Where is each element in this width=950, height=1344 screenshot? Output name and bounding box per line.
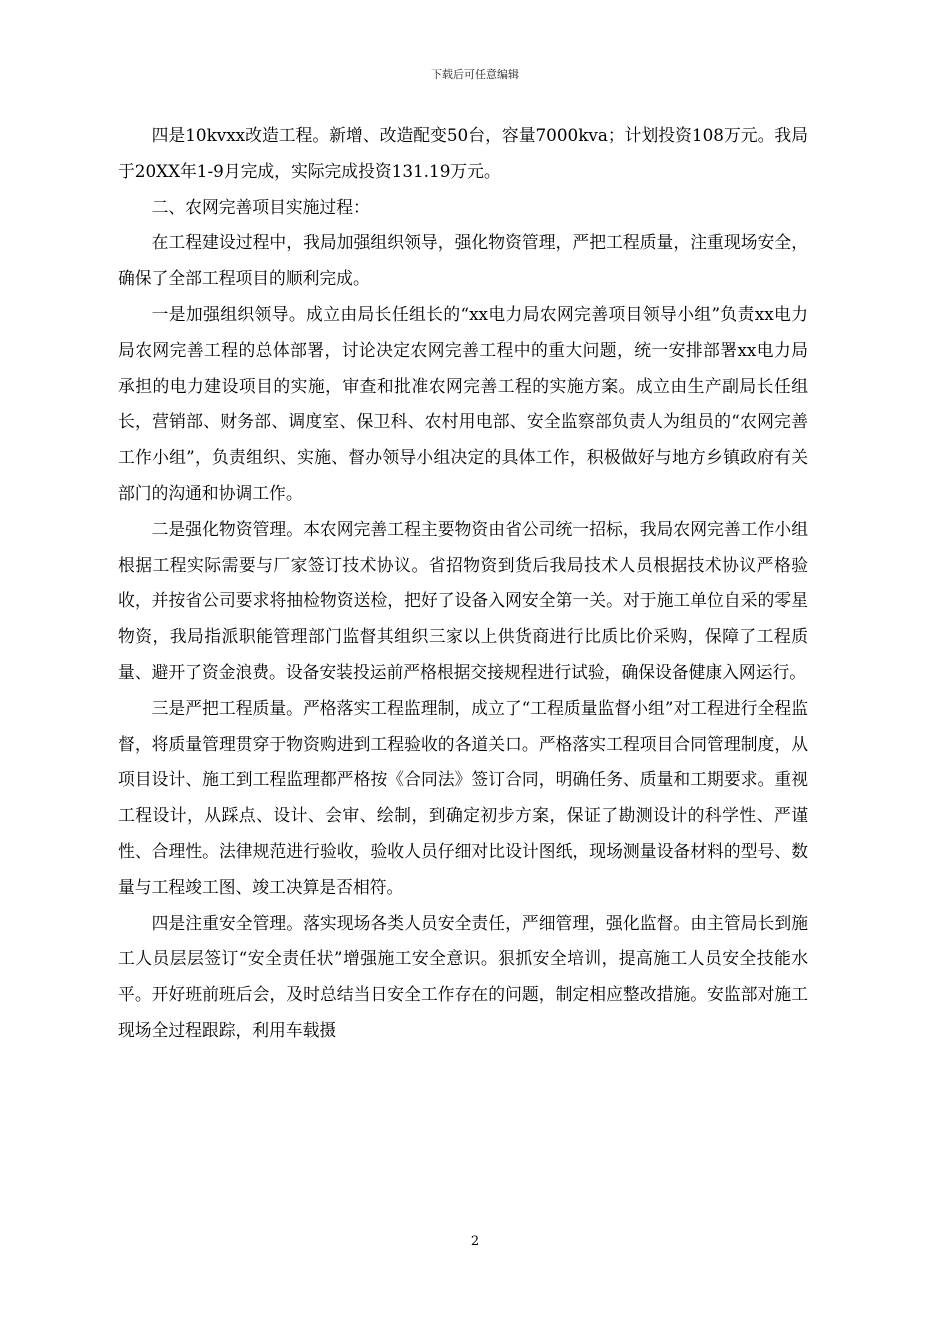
section-heading-implementation: 二、农网完善项目实施过程： — [151, 196, 370, 217]
paragraph-organization-leadership: 一是加强组织领导。成立由局长任组长的“xx电力局农网完善项目领导小组”负责xx电力局农网完善工程的总体部署，讨论决定农网完善工程中的重大问题，统一安排部署xx电力局承担的电力建设项目的实施，审查和批准农网完善工程的实施方案。成立由生产副局长任组长，营销部、财务部、调度室、保卫科、农村用电部、安全监察部负责人为组员的“农网完善工作小组”，负责组织、实施、督办领导小组决定的具体工作，积极做好与地方乡镇政府有关部门的沟通和协调工作。 — [118, 303, 808, 503]
paragraph-overview: 在工程建设过程中，我局加强组织领导，强化物资管理，严把工程质量，注重现场安全，确保了全部工程项目的顺利完成。 — [118, 232, 808, 289]
page-number: 2 — [470, 1234, 480, 1249]
paragraph-safety-management: 四是注重安全管理。落实现场各类人员安全责任，严细管理，强化监督。由主管局长到施工人员层层签订“安全责任状”增强施工安全意识。狠抓安全培训，提高施工人员安全技能水平。开好班前班后会，及时总结当日安全工作存在的问题，制定相应整改措施。安监部对施工现场全过程跟踪，利用车载摄 — [118, 912, 808, 1040]
paragraph-renovation-project-4: 四是10kvxx改造工程。新增、改造配变50台，容量7000kva；计划投资108万元。我局于20XX年1-9月完成，实际完成投资131.19万元。 — [118, 125, 808, 181]
page-header: 下载后可任意编辑 — [431, 68, 519, 81]
paragraph-quality-control: 三是严把工程质量。严格落实工程监理制，成立了“工程质量监督小组”对工程进行全程监督，将质量管理贯穿于物资购进到工程验收的各道关口。严格落实工程项目合同管理制度，从项目设计、施工到工程监理都严格按《合同法》签订合同，明确任务、质量和工期要求。重视工程设计，从踩点、设计、会审、绘制，到确定初步方案，保证了勘测设计的科学性、严谨性、合理性。法律规范进行验收，验收人员仔细对比设计图纸，现场测量设备材料的型号、数量与工程竣工图、竣工决算是否相符。 — [118, 697, 808, 897]
paragraph-material-management: 二是强化物资管理。本农网完善工程主要物资由省公司统一招标，我局农网完善工作小组根据工程实际需要与厂家签订技术协议。省招物资到货后我局技术人员根据技术协议严格验收，并按省公司要求将抽检物资送检，把好了设备入网安全第一关。对于施工单位自采的零星物资，我局指派职能管理部门监督其组织三家以上供货商进行比质比价采购，保障了工程质量、避开了资金浪费。设备安装投运前严格根据交接规程进行试验，确保设备健康入网运行。 — [118, 518, 808, 682]
document-body — [118, 118, 808, 1049]
